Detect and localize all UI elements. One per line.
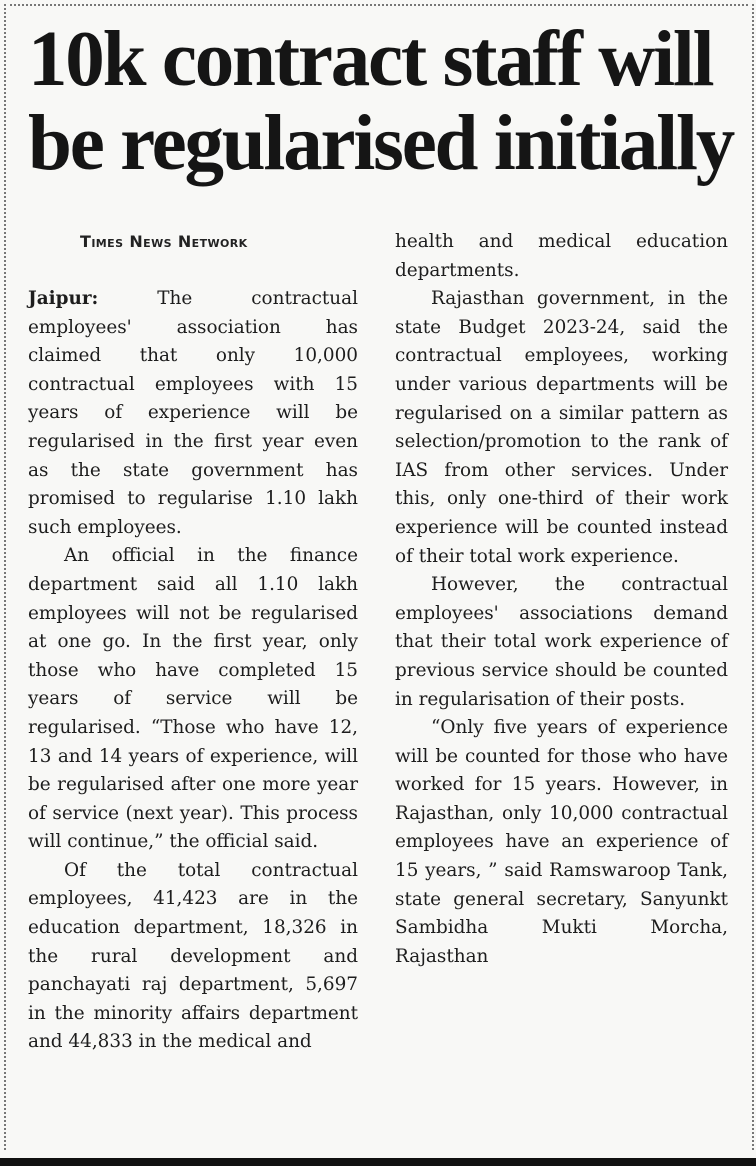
headline-line-1: 10k contract staff will xyxy=(28,16,713,103)
paragraph xyxy=(28,285,358,542)
article-column-left xyxy=(28,285,358,1057)
headline xyxy=(28,18,738,186)
dotted-border-top xyxy=(10,4,748,6)
paragraph: However, the contractual employees' associations demand that their total work experience of previous service should be counted in regularisation of their posts. xyxy=(395,574,728,710)
byline: Times News Network xyxy=(80,232,248,251)
paragraph: “Only five years of experience will be counted for those who have worked for 15 years. However, in Rajasthan, only 10,000 contractual employees have an experience of 15 years, ” said Ramswaroop Tank, state general secretary, Sanyunkt Sambidha Mukti Morcha, Rajasthan xyxy=(395,717,728,967)
headline-line-2: be regularised initially xyxy=(28,100,734,187)
paragraph: Rajasthan government, in the state Budget 2023-24, said the contractual employees, working under various departments will be regularised on a similar pattern as selection/promotion to the rank of IAS from other services. Under this, only one-third of their work experience will be counted instead of their total work experience. xyxy=(395,288,728,567)
dotted-border-left xyxy=(4,4,6,1150)
paragraph-text: The contractual employees' association has claimed that only 10,000 contractual employees with 15 years of experience will be regularised in the first year even as the state government has promised to regularise 1.10 lakh such employees. xyxy=(28,288,358,538)
paragraph: Of the total contractual employees, 41,423 are in the education department, 18,326 in the rural development and panchayati raj department, 5,697 in the minority affairs department and 44,833 in the medical and xyxy=(28,859,358,1053)
paragraph-continued: health and medical education departments. xyxy=(395,231,728,281)
bottom-rule xyxy=(0,1158,756,1166)
dotted-border-right xyxy=(752,4,754,1150)
article-column-right xyxy=(395,228,728,971)
dateline: Jaipur: xyxy=(28,288,99,309)
paragraph: An official in the finance department said all 1.10 lakh employees will not be regularised at one go. In the first year, only those who have completed 15 years of service will be regularised. “Those who have 12, 13 and 14 years of experience, will be regularised after one more year of service (next year). This process will continue,” the official said. xyxy=(28,545,358,853)
